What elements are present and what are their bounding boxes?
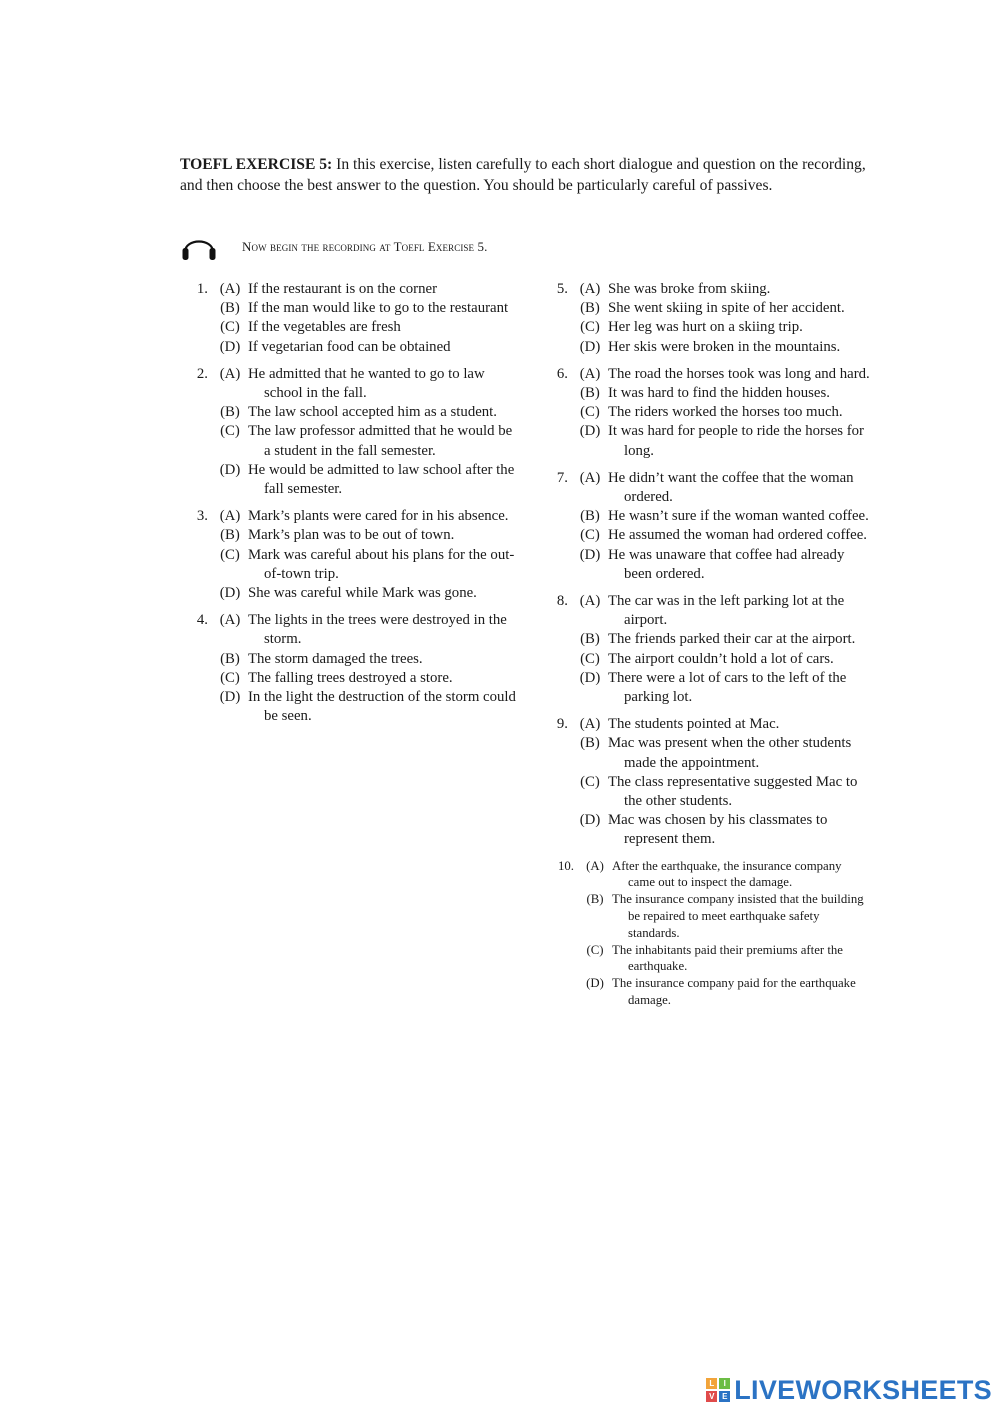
answer-option[interactable] — [540, 469, 870, 507]
option-text: The road the horses took was long and hard. — [608, 365, 870, 382]
answer-option[interactable] — [540, 975, 870, 1009]
option-text: The law school accepted him as a student. — [248, 404, 497, 421]
option-text: He admitted that he wanted to go to law school in the fall. — [248, 365, 485, 402]
option-text: In the light the destruction of the storm could be seen. — [248, 689, 516, 725]
answer-option[interactable] — [180, 584, 520, 603]
logo-tile: E — [719, 1391, 730, 1402]
answer-option[interactable] — [180, 526, 520, 545]
option-letter: (B) — [220, 300, 240, 317]
questions-left-column — [180, 280, 520, 734]
answer-option[interactable] — [540, 299, 870, 318]
exercise-instructions — [180, 154, 870, 196]
option-text: He was unaware that coffee had already been ordered. — [608, 546, 845, 582]
option-text: Her leg was hurt on a skiing trip. — [608, 319, 803, 336]
option-text: The lights in the trees were destroyed in the storm. — [248, 612, 507, 648]
question-number: 5. — [556, 281, 568, 297]
question-number: 10. — [558, 858, 574, 873]
option-letter: (B) — [580, 385, 600, 402]
option-letter: (C) — [580, 527, 600, 544]
option-text: Mark’s plants were cared for in his absence. — [248, 508, 509, 525]
answer-option[interactable] — [180, 318, 520, 337]
option-letter: (B) — [220, 527, 240, 544]
option-text: He didn’t want the coffee that the woman ordered. — [608, 469, 854, 506]
option-text: After the earthquake, the insurance company came out to inspect the damage. — [612, 858, 842, 890]
answer-option[interactable] — [180, 669, 520, 688]
answer-option[interactable] — [540, 280, 870, 299]
answer-option[interactable] — [540, 650, 870, 669]
option-letter: (A) — [579, 365, 601, 382]
answer-option[interactable] — [180, 688, 520, 726]
option-letter: (B) — [220, 404, 240, 421]
option-text: There were a lot of cars to the left of the parking lot. — [608, 669, 847, 706]
answer-option[interactable] — [180, 611, 520, 649]
option-letter: (C) — [580, 404, 600, 421]
option-letter: (A) — [219, 612, 241, 629]
option-letter: (C) — [220, 546, 240, 563]
answer-option[interactable] — [540, 630, 870, 649]
option-text: The riders worked the horses too much. — [608, 404, 843, 421]
option-letter: (D) — [219, 689, 241, 706]
option-text: If the vegetables are fresh — [248, 319, 401, 336]
option-letter: (A) — [579, 469, 601, 486]
option-letter: (D) — [579, 812, 601, 829]
answer-option[interactable] — [540, 338, 870, 357]
option-letter: (A) — [219, 508, 241, 525]
liveworksheets-watermark — [706, 1375, 992, 1405]
option-letter: (B) — [586, 892, 604, 907]
option-letter: (C) — [580, 773, 600, 790]
question-number: 8. — [556, 593, 568, 610]
question-number: 3. — [196, 508, 208, 525]
option-letter: (C) — [586, 942, 604, 957]
option-text: He wasn’t sure if the woman wanted coffee. — [608, 508, 869, 525]
option-text: Mark was careful about his plans for the out-of-town trip. — [248, 546, 515, 582]
answer-option[interactable] — [180, 546, 520, 584]
answer-option[interactable] — [180, 650, 520, 669]
option-text: Mac was chosen by his classmates to represent them. — [608, 812, 828, 848]
logo-tile: I — [719, 1378, 730, 1389]
option-text: The inhabitants paid their premiums after the earthquake. — [612, 942, 843, 974]
option-text: If the man would like to go to the restaurant — [248, 300, 509, 317]
option-text: Mac was present when the other students made the appointment. — [608, 735, 852, 771]
answer-option[interactable] — [540, 734, 870, 772]
option-text: It was hard to find the hidden houses. — [608, 385, 830, 402]
option-letter: (D) — [579, 669, 601, 686]
answer-option[interactable] — [540, 942, 870, 976]
option-text: The insurance company paid for the earthquake damage. — [612, 976, 856, 1008]
answer-option[interactable] — [540, 507, 870, 526]
answer-option[interactable] — [540, 384, 870, 403]
option-letter: (A) — [219, 281, 241, 297]
option-text: The class representative suggested Mac to the other students. — [608, 773, 858, 810]
option-letter: (C) — [220, 669, 240, 686]
option-letter: (C) — [220, 423, 240, 440]
option-letter: (C) — [580, 650, 600, 667]
option-letter: (D) — [219, 585, 241, 602]
option-letter: (D) — [586, 976, 604, 991]
option-text: It was hard for people to ride the horses for long. — [608, 423, 864, 459]
question-item — [540, 858, 870, 1009]
option-letter: (D) — [579, 423, 601, 440]
option-text: He would be admitted to law school after the fall semester. — [248, 461, 515, 498]
answer-option[interactable] — [540, 592, 870, 630]
answer-option[interactable] — [180, 461, 520, 499]
answer-option[interactable] — [540, 365, 870, 384]
option-letter: (C) — [580, 319, 600, 336]
option-letter: (B) — [580, 300, 600, 317]
option-text: The falling trees destroyed a store. — [248, 669, 453, 686]
answer-option[interactable] — [540, 891, 870, 941]
option-text: Mark’s plan was to be out of town. — [248, 527, 455, 544]
answer-option[interactable] — [180, 338, 520, 357]
question-number: 4. — [196, 612, 208, 629]
question-number: 1. — [196, 281, 208, 297]
recording-cue — [180, 230, 487, 264]
headphones-icon — [180, 230, 218, 264]
option-letter: (D) — [579, 338, 601, 355]
question-item — [180, 507, 520, 603]
question-item — [540, 469, 870, 584]
option-letter: (B) — [580, 631, 600, 648]
logo-tile: L — [706, 1378, 717, 1389]
question-item — [540, 365, 870, 461]
liveworksheets-logo — [706, 1378, 730, 1402]
question-number: 9. — [556, 716, 568, 733]
brand-name: LIVEWORKSHEETS — [734, 1374, 992, 1405]
answer-option[interactable] — [540, 669, 870, 707]
question-item — [540, 592, 870, 707]
option-letter: (B) — [220, 650, 240, 667]
question-item — [180, 611, 520, 726]
option-text: Her skis were broken in the mountains. — [608, 338, 841, 355]
answer-option[interactable] — [540, 773, 870, 811]
option-letter: (B) — [580, 735, 600, 752]
answer-option[interactable] — [180, 422, 520, 460]
option-letter: (A) — [579, 281, 601, 297]
answer-option[interactable] — [180, 280, 520, 299]
option-text: She was careful while Mark was gone. — [248, 585, 477, 602]
option-text: The law professor admitted that he would be a student in the fall semester. — [248, 423, 513, 459]
option-letter: (D) — [219, 338, 241, 355]
option-text: If the restaurant is on the corner — [248, 281, 437, 297]
option-letter: (A) — [579, 716, 601, 733]
answer-option[interactable] — [540, 422, 870, 460]
option-letter: (A) — [586, 858, 604, 873]
option-letter: (A) — [219, 365, 241, 382]
option-letter: (D) — [579, 546, 601, 563]
option-letter: (D) — [219, 461, 241, 478]
option-letter: (C) — [220, 319, 240, 336]
exercise-title: TOEFL EXERCISE 5: — [180, 156, 333, 173]
answer-option[interactable] — [180, 365, 520, 403]
answer-option[interactable] — [180, 403, 520, 422]
option-text: The friends parked their car at the airport. — [608, 631, 856, 648]
answer-option[interactable] — [180, 507, 520, 526]
answer-option[interactable] — [540, 403, 870, 422]
option-text: She went skiing in spite of her accident. — [608, 300, 845, 317]
option-text: He assumed the woman had ordered coffee. — [608, 527, 867, 544]
question-item — [180, 280, 520, 357]
answer-option[interactable] — [180, 299, 520, 318]
question-number: 6. — [556, 365, 568, 382]
option-text: If vegetarian food can be obtained — [248, 338, 451, 355]
option-text: The storm damaged the trees. — [248, 650, 423, 667]
logo-tile: V — [706, 1391, 717, 1402]
question-number: 2. — [196, 365, 208, 382]
exercise-directions: In this exercise, listen carefully to each short dialogue and question on the recording, and then choose the best answer to the question. You should be particularly careful of passives. — [180, 156, 866, 194]
question-item — [540, 280, 870, 357]
option-text: She was broke from skiing. — [608, 281, 771, 297]
question-number: 7. — [556, 469, 568, 486]
questions-right-column — [540, 280, 870, 1017]
answer-option[interactable] — [540, 546, 870, 584]
option-text: The insurance company insisted that the building be repaired to meet earthquake safety standards. — [612, 892, 864, 940]
answer-option[interactable] — [540, 811, 870, 849]
answer-option[interactable] — [540, 858, 870, 892]
option-letter: (A) — [579, 593, 601, 610]
recording-instruction: Now begin the recording at Toefl Exercise 5. — [242, 239, 488, 254]
option-letter: (B) — [580, 508, 600, 525]
answer-option[interactable] — [540, 715, 870, 734]
option-text: The airport couldn’t hold a lot of cars. — [608, 650, 834, 667]
answer-option[interactable] — [540, 526, 870, 545]
question-item — [180, 365, 520, 499]
option-text: The students pointed at Mac. — [608, 716, 780, 733]
answer-option[interactable] — [540, 318, 870, 337]
option-text: The car was in the left parking lot at the airport. — [608, 593, 845, 629]
question-item — [540, 715, 870, 849]
